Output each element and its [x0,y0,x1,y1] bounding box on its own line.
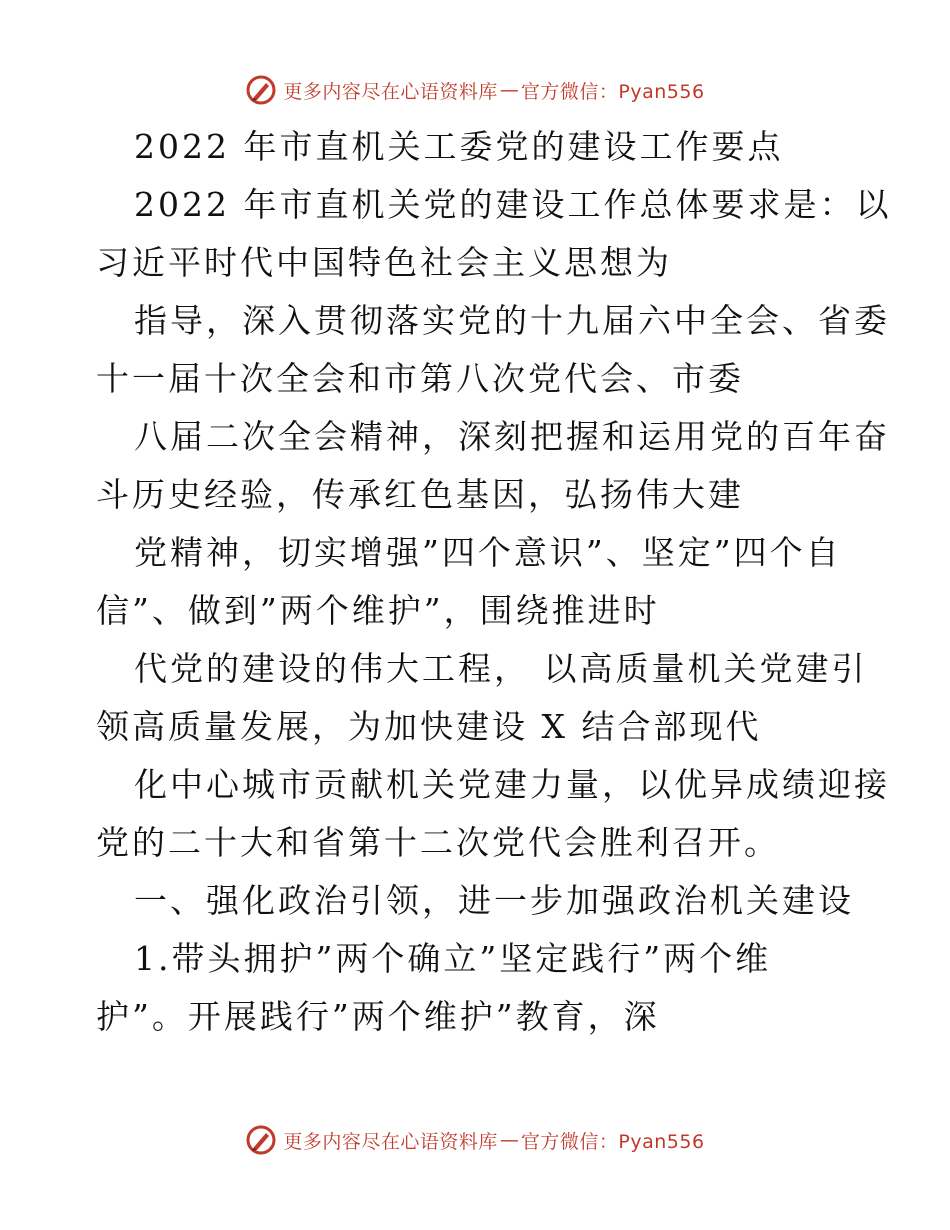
banner-contact-text: 官方微信：Pyan556 [520,80,705,103]
paragraph-line: 信”、做到”两个维护”，围绕推进时 [96,591,660,630]
paragraph-line: 2022 年市直机关党的建设工作总体要求是：以 [134,185,892,224]
paragraph-line: 习近平时代中国特色社会主义思想为 [96,243,672,282]
document-title: 2022 年市直机关工委党的建设工作要点 [134,127,784,166]
pen-logo-icon [245,74,277,106]
document-body [96,118,892,1046]
banner-contact-text: 官方微信：Pyan556 [520,1130,705,1153]
banner-main-text: 更多内容尽在心语资料库 [283,1130,498,1153]
paragraph-line: 党精神，切实增强”四个意识”、坚定”四个自 [134,533,842,572]
banner-main-text: 更多内容尽在心语资料库 [283,80,498,103]
paragraph-line: 指导，深入贯彻落实党的十九届六中全会、省委 [134,301,890,340]
paragraph-line: 斗历史经验，传承红色基因，弘扬伟大建 [96,475,744,514]
paragraph-line: 党的二十大和省第十二次党代会胜利召开。 [96,823,780,862]
paragraph-line: 领高质量发展，为加快建设 X 结合部现代 [96,707,762,746]
section-heading: 一、强化政治引领，进一步加强政治机关建设 [134,881,854,920]
paragraph-line: 1.带头拥护”两个确立”坚定践行”两个维 [134,939,772,978]
paragraph-line: 代党的建设的伟大工程， 以高质量机关党建引 [134,649,868,688]
paragraph-line: 八届二次全会精神，深刻把握和运用党的百年奋 [134,417,890,456]
paragraph-line: 化中心城市贡献机关党建力量，以优异成绩迎接 [134,765,890,804]
footer-banner [0,1120,950,1160]
paragraph-line: 十一届十次全会和市第八次党代会、市委 [96,359,744,398]
paragraph-line: 护”。开展践行”两个维护”教育，深 [96,997,660,1036]
banner-separator: — [499,79,519,101]
banner-separator: — [499,1129,519,1151]
header-banner [0,70,950,110]
pen-logo-icon [245,1124,277,1156]
